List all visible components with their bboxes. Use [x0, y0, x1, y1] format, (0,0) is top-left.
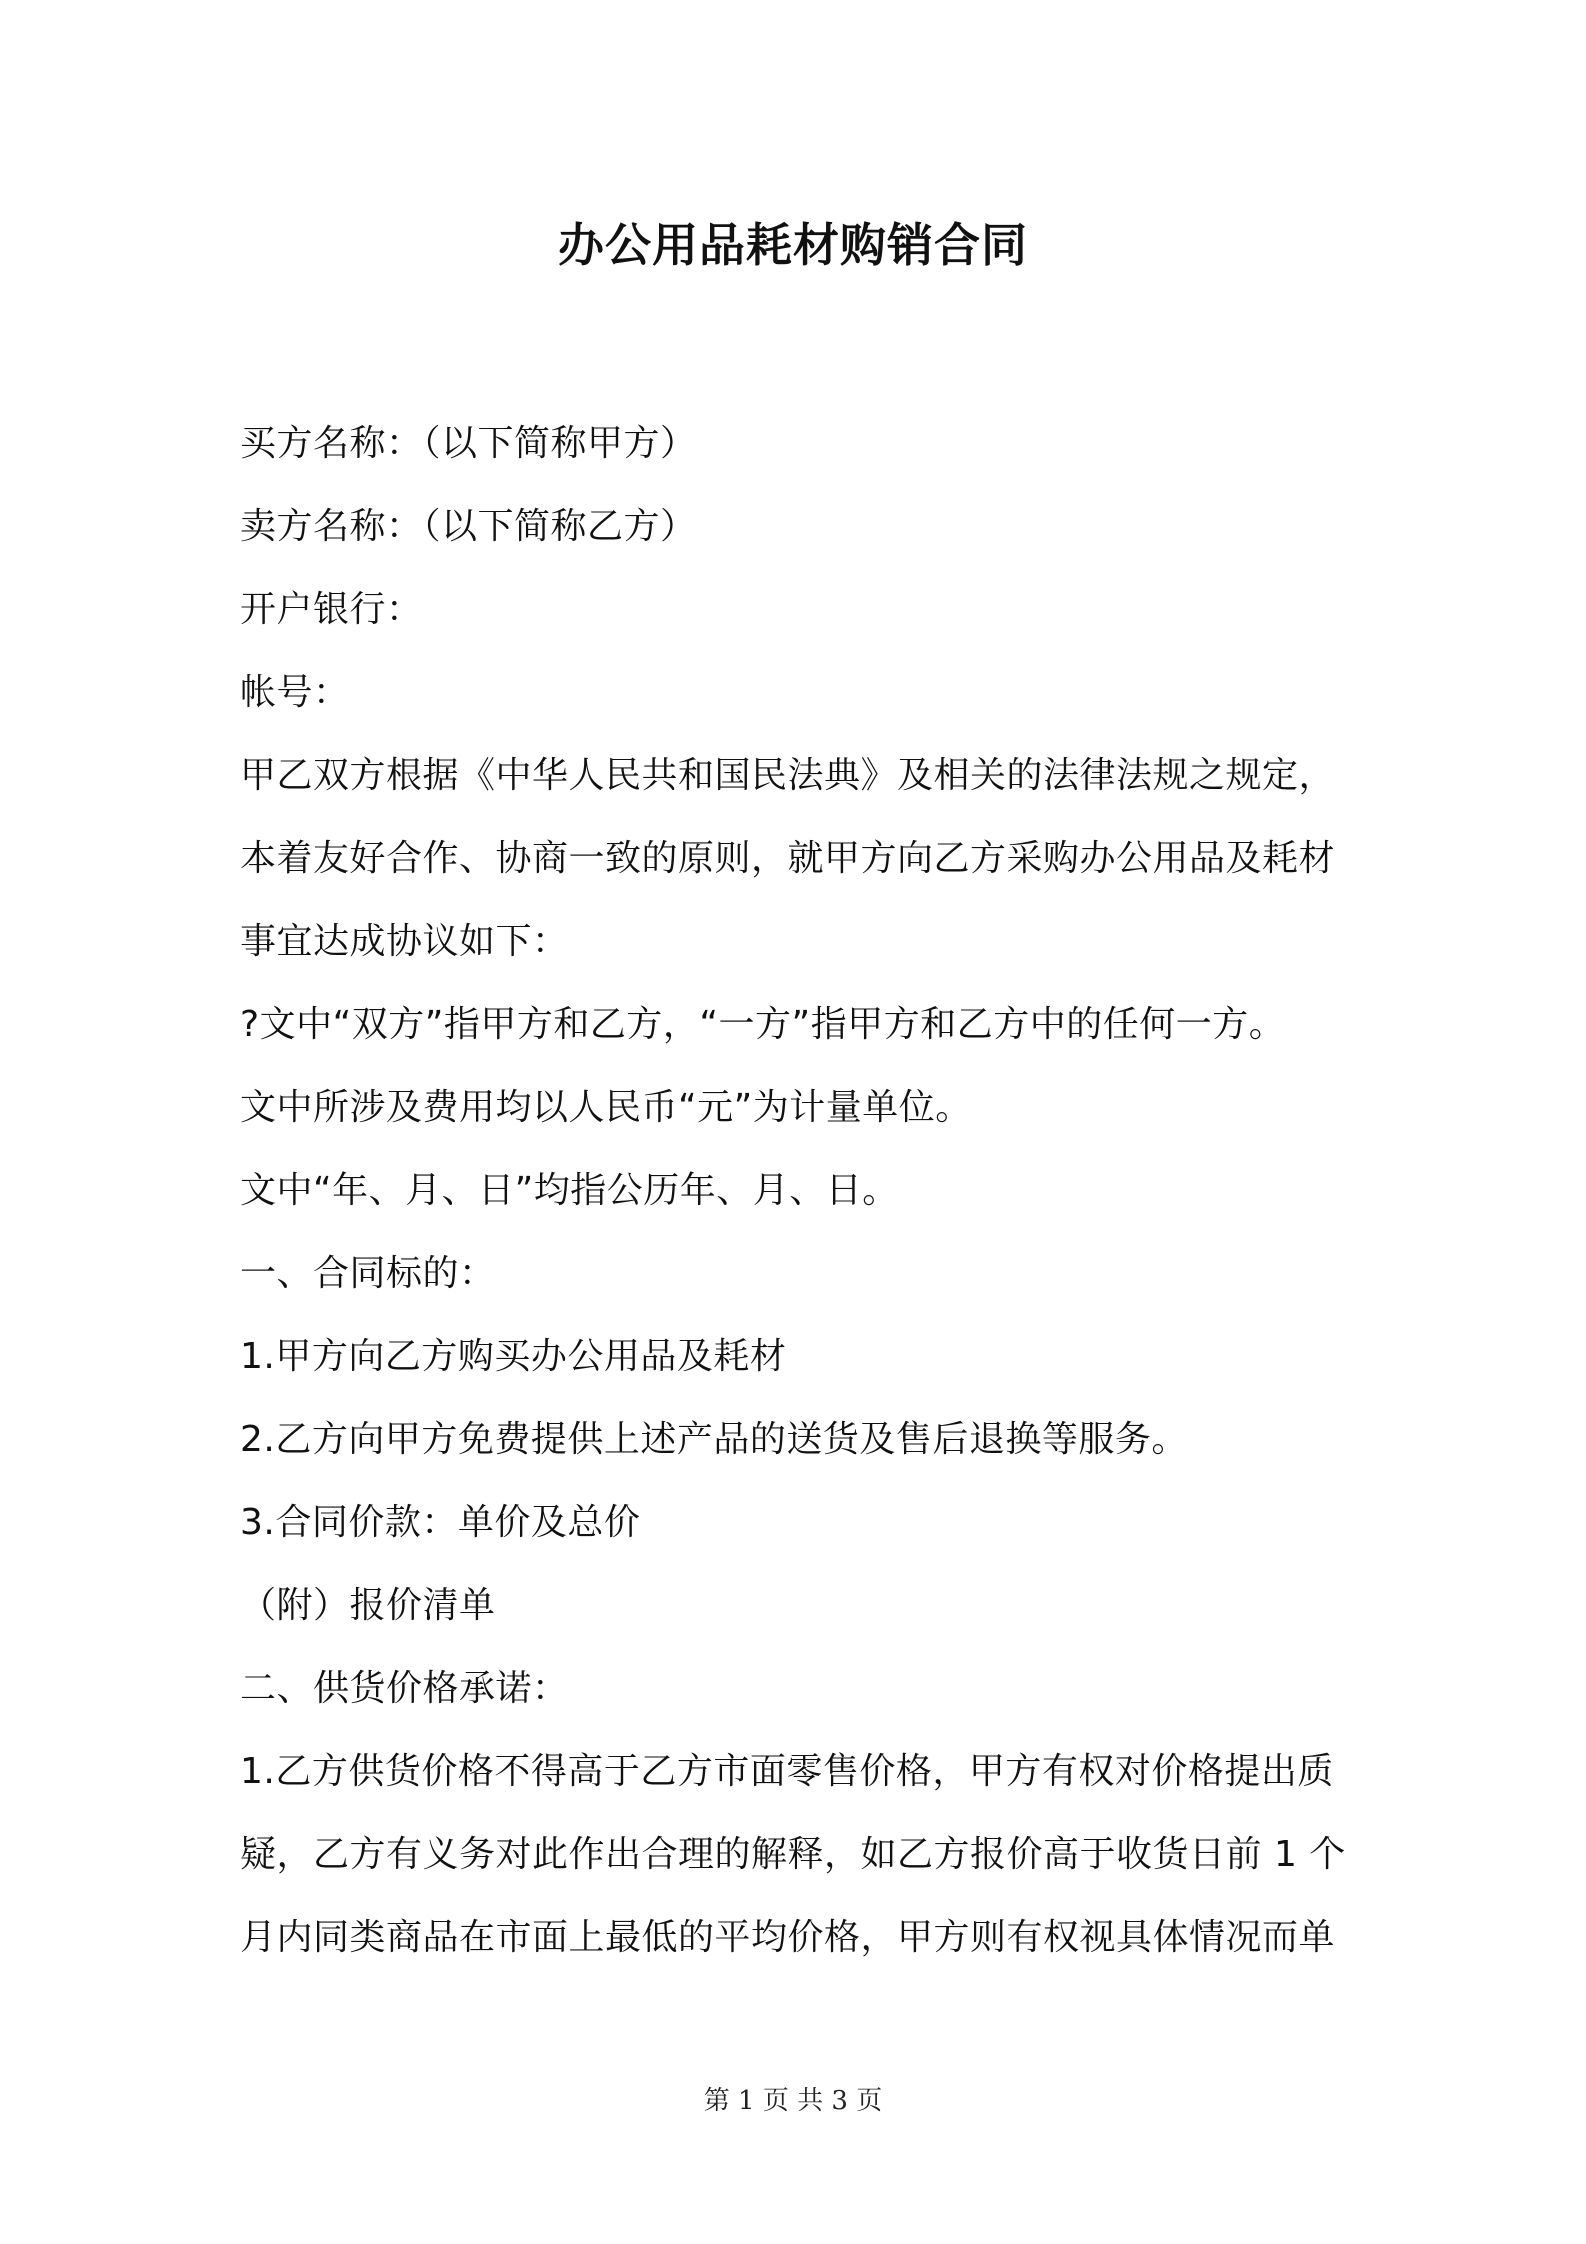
- clause-line: 疑，乙方有义务对此作出合理的解释，如乙方报价高于收货日前 1 个: [240, 1834, 1346, 1875]
- definition-line: 文中所涉及费用均以人民币“元”为计量单位。: [240, 1087, 972, 1128]
- section-heading: 二、供货价格承诺：: [240, 1668, 569, 1709]
- document-body: [240, 402, 1360, 1979]
- buyer-name-line: 买方名称：（以下简称甲方）: [240, 423, 697, 464]
- account-line: 帐号：: [240, 672, 350, 713]
- attachment-line: （附）报价清单: [240, 1585, 496, 1626]
- paragraph-line: 本着友好合作、协商一致的原则，就甲方向乙方采购办公用品及耗材: [240, 838, 1336, 879]
- section-heading: 一、合同标的：: [240, 1253, 496, 1294]
- clause-line: 1.甲方向乙方购买办公用品及耗材: [240, 1336, 787, 1377]
- seller-name-line: 卖方名称：（以下简称乙方）: [240, 506, 697, 547]
- bank-line: 开户银行：: [240, 589, 423, 630]
- definition-line: ?文中“双方”指甲方和乙方，“一方”指甲方和乙方中的任何一方。: [240, 1004, 1286, 1045]
- clause-line: 月内同类商品在市面上最低的平均价格，甲方则有权视具体情况而单: [240, 1917, 1336, 1958]
- paragraph-line: 甲乙双方根据《中华人民共和国民法典》及相关的法律法规之规定，: [240, 755, 1336, 796]
- clause-line: 2.乙方向甲方免费提供上述产品的送货及售后退换等服务。: [240, 1419, 1188, 1460]
- clause-line: 3.合同价款：单价及总价: [240, 1502, 641, 1543]
- definition-line: 文中“年、月、日”均指公历年、月、日。: [240, 1170, 899, 1211]
- paragraph-line: 事宜达成协议如下：: [240, 921, 569, 962]
- clause-line: 1.乙方供货价格不得高于乙方市面零售价格，甲方有权对价格提出质: [240, 1751, 1334, 1792]
- document-title: 办公用品耗材购销合同: [558, 218, 1028, 272]
- page-number-footer: 第 1 页 共 3 页: [703, 2086, 883, 2116]
